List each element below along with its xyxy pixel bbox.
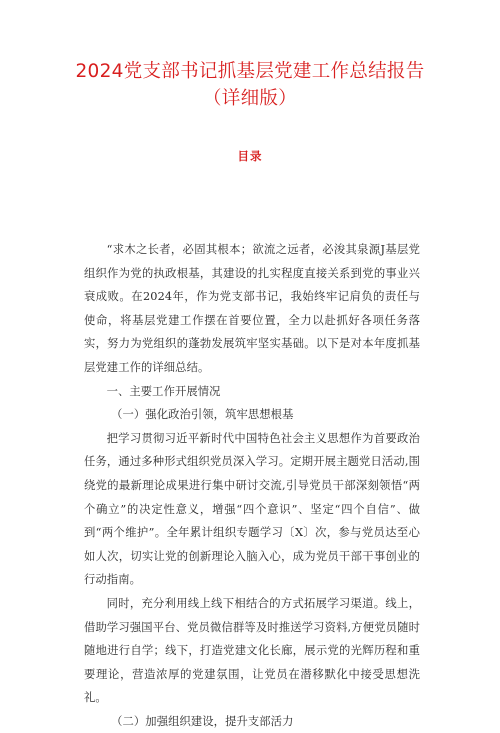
body-paragraph: 同时，充分利用线上线下相结合的方式拓展学习渠道。线上，借助学习强国平台、党员微信群等及时推送学习资料,方便党员随时随地进行自学；线下，打造党建文化长廊，展示党的光辉历程和重要理论，营造浓厚的党建氛围，让党员在潜移默化中接受思想洗礼。	[84, 596, 420, 705]
table-of-contents-label: 目录	[237, 149, 263, 163]
section-heading: 一、主要工作开展情况	[106, 384, 221, 398]
subsection-heading: （二）加强组织建设，提升支部活力	[111, 714, 294, 728]
subsection-heading: （一）强化政治引领，筑牢思想根基	[111, 408, 294, 422]
document-title: 2024党支部书记抓基层党建工作总结报告（详细版）	[75, 61, 425, 109]
body-paragraph: 把学习贯彻习近平新时代中国特色社会主义思想作为首要政治任务，通过多种形式组织党员深入学习。定期开展主题党日活动,围绕党的最新理论成果进行集中研讨交流,引导党员干部深刻领悟“两个确立”的决定性意义，增强“四个意识”、坚定“四个自信”、做到“两个维护”。全年累计组织专题学习〔X〕次，参与党员达至心如人次，切实让党的创新理论入脑入心，成为党员干部干事创业的行动指南。	[84, 431, 420, 587]
document-body	[84, 238, 420, 733]
intro-paragraph: “求木之长者，必固其根本；欲流之远者，必浚其泉源J基层党组织作为党的执政根基，其建设的扎实程度直接关系到党的事业兴衰成败。在2024年，作为党支部书记，我始终牢记肩负的责任与使命，将基层党建工作摆在首要位置，全力以赴抓好各项任务落实，努力为党组织的蓬勃发展筑牢坚实基础。以下是对本年度抓基层党建工作的详细总结。	[84, 243, 420, 374]
